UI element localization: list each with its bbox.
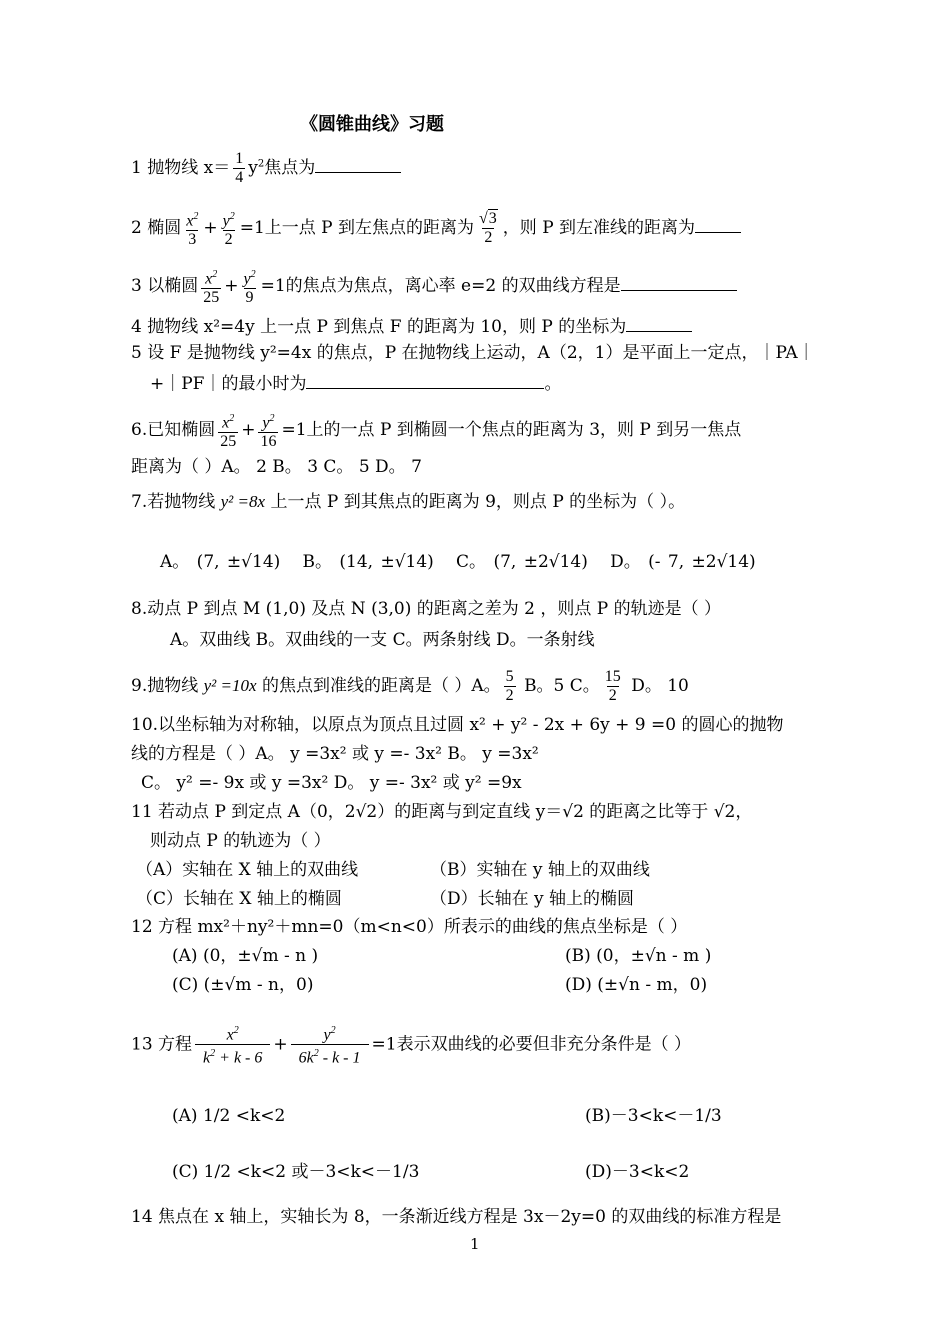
question-8: 8.动点 P 到点 M (1,0) 及点 N (3,0) 的距离之差为 2 ，则点 P 的轨迹是（ ） (131, 599, 722, 619)
question-2: 2 椭圆 $\frac{x^2}{3}$ + $\frac{y^2}{2}$ =1上一点 P 到左焦点的距离为 $\frac{√3}{2}$ ，则 P 到左准线的距离为 (131, 208, 741, 249)
question-4: 4 抛物线 x²=4y 上一点 P 到焦点 F 的距离为 10，则 P 的坐标为 (131, 313, 692, 339)
question-6: 6.已知椭圆 $\frac{x^2}{25}$ + $\frac{y^2}{16}$ =1上的一点 P 到椭圆一个焦点的距离为 3，则 P 到另一焦点 (131, 413, 742, 451)
answer-blank (695, 214, 741, 233)
question-14: 14 焦点在 x 轴上，实轴长为 8，一条渐近线方程是 3x－2y=0 的双曲线的标准方程是 (131, 1207, 782, 1227)
page-number: 1 (470, 1235, 480, 1253)
question-13-option-a: (A) 1/2 <k<2 (172, 1106, 286, 1126)
question-10-line3: C。 y² =- 9x 或 y =3x² D。 y =- 3x² 或 y² =9x (141, 773, 522, 793)
question-12: 12 方程 mx²＋ny²＋mn=0（m<n<0）所表示的曲线的焦点坐标是（ ） (131, 917, 688, 937)
question-13-option-c: (C) 1/2 <k<2 或－3<k<－1/3 (172, 1162, 420, 1182)
question-12-option-c: (C) (±√m - n，0) (172, 975, 314, 995)
question-6-options: 距离为（ ）A。 2 B。 3 C。 5 D。 7 (131, 457, 422, 477)
fraction: $\frac{1}{4}$ (235, 150, 244, 186)
question-12-option-d: (D) (±√n - m，0) (565, 975, 708, 995)
answer-blank (626, 313, 692, 332)
question-11-option-b: （B）实轴在 y 轴上的双曲线 (430, 860, 650, 880)
question-11-line2: 则动点 P 的轨迹为（ ） (150, 831, 331, 851)
question-12-option-b: (B) (0，±√n - m ) (565, 946, 712, 966)
answer-blank (306, 370, 544, 389)
question-11-line1: 11 若动点 P 到定点 A（0，2√2）的距离与到定直线 y＝√2 的距离之比等于 √2， (131, 802, 753, 822)
question-8-options: A。双曲线 B。双曲线的一支 C。两条射线 D。一条射线 (170, 630, 595, 650)
question-13-option-b: (B)－3<k<－1/3 (585, 1106, 722, 1126)
question-11-option-c: （C）长轴在 X 轴上的椭圆 (136, 889, 342, 909)
question-11-option-d: （D）长轴在 y 轴上的椭圆 (430, 889, 635, 909)
answer-blank (315, 154, 401, 173)
question-13-option-d: (D)－3<k<2 (585, 1162, 690, 1182)
answer-blank (621, 272, 737, 291)
page-title: 《圆锥曲线》习题 (300, 114, 444, 135)
question-7: 7.若抛物线 y² =8x 上一点 P 到其焦点的距离为 9，则点 P 的坐标为（ ）。 (131, 492, 686, 512)
question-7-options: A。 (7, ±√14) B。 (14, ±√14) C。 (7, ±2√14) D。 (- 7, ±2√14) (160, 552, 756, 572)
question-13: 13 方程 $\frac{x^2}{k^2 + k - 6}$ + $\frac{y^2}{6k^2 - k - 1}$ =1表示双曲线的必要但非充分条件是（ ） (131, 1025, 691, 1067)
question-11-option-a: （A）实轴在 X 轴上的双曲线 (136, 860, 359, 880)
question-1: 1 抛物线 x＝ $\frac{1}{4}$ $y^2$焦点为 (131, 150, 401, 187)
question-3: 3 以椭圆 $\frac{x^2}{25}$ + $\frac{y^2}{9}$ =1的焦点为焦点，离心率 e=2 的双曲线方程是 (131, 266, 737, 307)
question-9: 9.抛物线 y² =10x 的焦点到准线的距离是（ ）A。 $\frac{5}{2}$ B。5 C。 $\frac{15}{2}$ D。 10 (131, 668, 689, 704)
question-10-line2: 线的方程是（ ）A。 y =3x² 或 y =- 3x² B。 y =3x² (131, 744, 539, 764)
question-5-line1: 5 设 F 是抛物线 y²=4x 的焦点，P 在抛物线上运动，A（2，1）是平面上一定点，｜PA｜ (131, 343, 815, 363)
question-10-line1: 10.以坐标轴为对称轴，以原点为顶点且过圆 x² + y² - 2x + 6y + 9 =0 的圆心的抛物 (131, 715, 784, 735)
question-12-option-a: (A) (0，±√m - n ) (172, 946, 319, 966)
question-5-line2: +｜PF｜的最小时为 。 (150, 370, 561, 396)
